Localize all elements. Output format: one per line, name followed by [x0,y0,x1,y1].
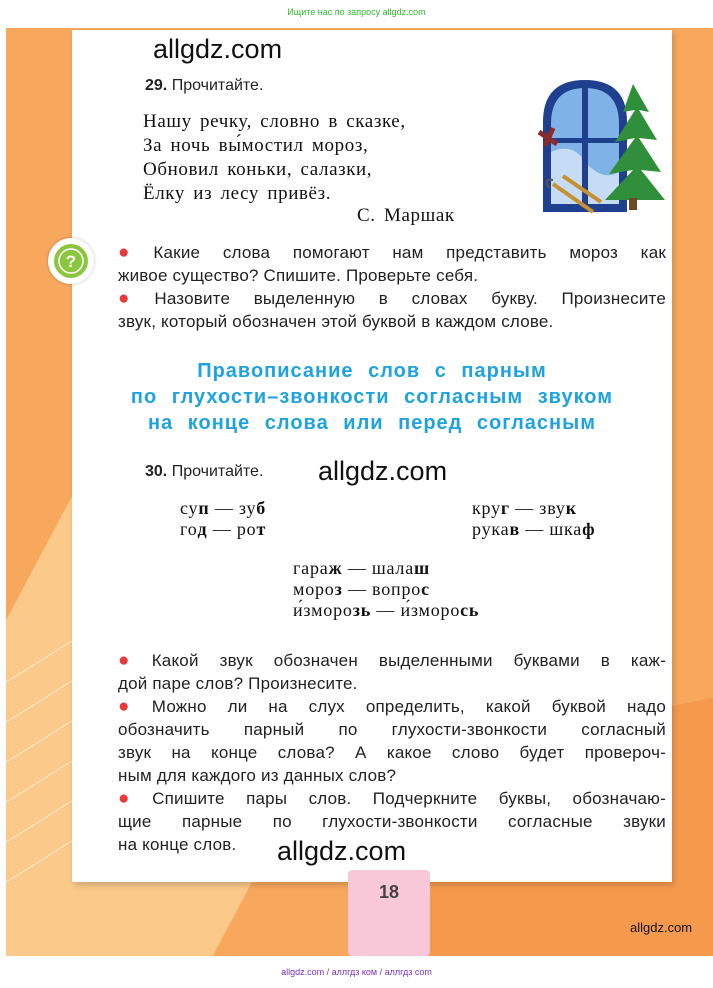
question-line: ● Какие слова помогают нам представить мороз как [118,242,666,263]
svg-text:?: ? [65,252,77,271]
pairs-center [293,558,479,621]
question-line: звук на конце слова? А какое слово будет провероч- [118,743,666,762]
brand-bottom-right: allgdz.com [630,920,693,935]
watermark-bottom: allgdz.com [277,836,407,866]
watermark-top: allgdz.com [153,34,283,64]
exercise-29-questions [118,241,666,333]
question-icon [48,238,94,284]
top-note: Ищите нас по запросу allgdz.com [287,7,426,17]
word-pair: круг — звук [472,498,577,518]
question-line: ● Какой звук обозначен выделенными буквами в каж- [118,650,666,671]
exercise-instruction: Прочитайте. [171,463,264,480]
question-line: ● Спишите пары слов. Подчеркните буквы, обозначаю- [118,788,666,809]
exercise-number: 29. [145,77,168,94]
word-pair: год — рот [180,519,267,539]
question-line: ● Назовите выделенную в словах букву. Произнесите [118,288,666,309]
exercise-29-header [145,77,263,95]
exercise-number: 30. [145,463,168,480]
exercise-30-header [145,463,263,481]
question-line: щие парные по глухости-звонкости согласные звуки [118,812,666,831]
question-line: живое существо? Спишите. Проверьте себя. [118,266,479,285]
question-line: дой паре слов? Произнесите. [118,674,358,693]
word-pair: и́зморозь — и́зморось [293,600,480,620]
question-line: ● Можно ли на слух определить, какой буквой надо [118,696,666,717]
footer-links[interactable]: allgdz.com / аллгдз ком / аллгдз com [281,967,432,977]
question-line: обозначить парный по глухости-звонкости согласный [118,720,666,739]
watermark-middle: allgdz.com [318,456,448,486]
pairs-right [472,498,595,540]
poem-line: Обновил коньки, салазки, [143,159,373,180]
question-line: звук, который обозначен этой буквой в каждом слове. [118,312,554,331]
poem-line: За ночь вы́мостил мороз, [143,135,369,156]
poem-line: Ёлку из лесу привёз. [143,183,332,204]
word-pair: мороз — вопрос [293,579,430,599]
section-heading: Правописание слов с парным по глухости–звонкости согласным звуком на конце слова или перед согласным [130,360,614,434]
poem-author: С. Маршак [357,205,455,226]
poem [143,110,406,206]
question-line: ным для каждого из данных слов? [118,766,397,785]
page-number: 18 [378,882,400,902]
exercise-30-questions [118,649,666,856]
winter-window-illustration [523,72,673,222]
word-pair: рукав — шкаф [472,519,596,539]
word-pair: гараж — шалаш [293,558,431,578]
poem-line: Нашу речку, словно в сказке, [143,111,406,132]
word-pair: суп — зуб [180,498,267,518]
question-line: на конце слов. [118,835,237,854]
hint-badge [48,238,94,284]
exercise-instruction: Прочитайте. [171,77,264,94]
pairs-left [180,498,266,540]
